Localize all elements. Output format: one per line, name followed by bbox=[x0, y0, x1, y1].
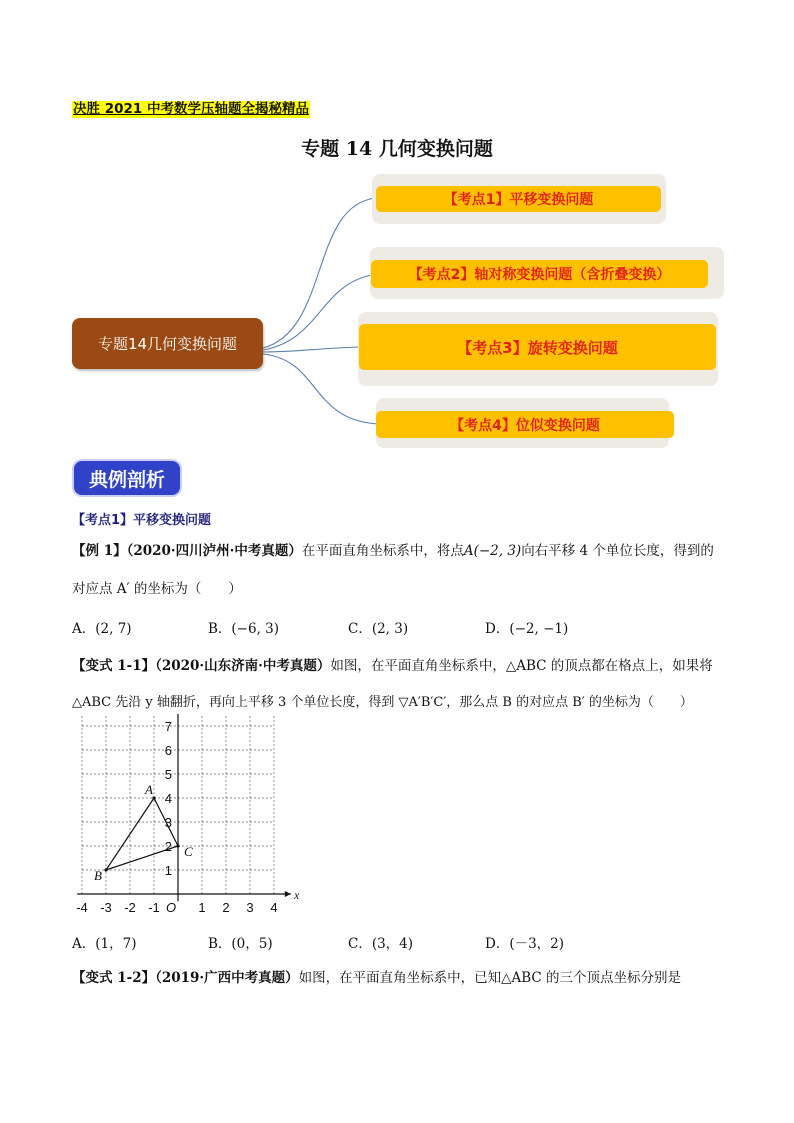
x-axis-arrow bbox=[285, 891, 291, 897]
variant-1-1-source: （2020·山东济南·中考真题） bbox=[155, 658, 331, 674]
x-tick-label: -1 bbox=[148, 900, 160, 915]
mindmap-node-3: 【考点3】旋转变换问题 bbox=[359, 324, 716, 370]
y-tick-label: 2 bbox=[164, 839, 172, 854]
x-tick-label: -2 bbox=[124, 900, 136, 915]
mindmap-node-2: 【考点2】轴对称变换问题（含折叠变换） bbox=[371, 260, 708, 288]
variant-1-1-line-2: △ABC 先沿 y 轴翻折，再向上平移 3 个单位长度，得到 ▽A′B′C′，那么点 B 的对应点 B′ 的坐标为（ ） bbox=[72, 695, 693, 710]
vertex-point bbox=[104, 868, 107, 871]
axes bbox=[77, 714, 291, 901]
coordinate-grid-figure bbox=[70, 714, 300, 924]
keypoint-heading: 【考点1】平移变换问题 bbox=[72, 513, 212, 528]
variant-1-1-line-1 bbox=[72, 656, 713, 676]
y-tick-label: 6 bbox=[164, 743, 172, 758]
vertex-label: A bbox=[145, 782, 153, 797]
variant-1-1-text: 如图，在平面直角坐标系中，△ABC 的顶点都在格点上，如果将 bbox=[330, 658, 713, 674]
variant-1-1-options bbox=[72, 932, 722, 952]
section-badge: 典例剖析 bbox=[74, 461, 180, 495]
x-tick-label: 4 bbox=[270, 900, 278, 915]
variant-1-1-option-d: D．(－3，2) bbox=[485, 936, 565, 952]
example-1-source: （2020·四川泸州·中考真题） bbox=[126, 543, 302, 559]
x-axis-label: x bbox=[294, 888, 300, 902]
x-tick-label: 1 bbox=[198, 900, 206, 915]
example-1-line-1 bbox=[72, 541, 714, 561]
x-tick-label: 2 bbox=[222, 900, 230, 915]
example-1-option-c: C．(2, 3) bbox=[348, 621, 409, 637]
y-tick-label: 5 bbox=[164, 767, 172, 782]
variant-1-2-line-1 bbox=[72, 968, 681, 988]
triangle-outline bbox=[106, 798, 178, 870]
example-1-option-d: D．(−2, −1) bbox=[485, 621, 569, 637]
variant-1-1-option-a: A．(1，7) bbox=[72, 936, 137, 952]
y-tick-label: 4 bbox=[164, 791, 172, 806]
variant-1-2-tag: 【变式 1-2】 bbox=[72, 970, 156, 986]
variant-1-1-tag: 【变式 1-1】 bbox=[72, 658, 156, 674]
vertex-label: C bbox=[184, 844, 193, 859]
x-tick-label: 3 bbox=[246, 900, 254, 915]
mindmap-node-1: 【考点1】平移变换问题 bbox=[376, 186, 661, 212]
mindmap-node-4: 【考点4】位似变换问题 bbox=[376, 411, 674, 438]
variant-1-2-source: （2019·广西中考真题） bbox=[155, 970, 299, 986]
x-tick-label: -3 bbox=[100, 900, 112, 915]
origin-label: O bbox=[165, 900, 177, 915]
example-1-point: A(−2, 3) bbox=[463, 543, 522, 559]
vertex-point bbox=[176, 844, 179, 847]
page-title: 专题 14 几何变换问题 bbox=[301, 138, 493, 160]
y-tick-label: 1 bbox=[164, 863, 172, 878]
example-1-tag: 【例 1】 bbox=[72, 543, 127, 559]
example-1-option-a: A．(2, 7) bbox=[72, 621, 132, 637]
y-tick-label: 3 bbox=[164, 815, 172, 830]
example-1-text: 在平面直角坐标系中，将点 bbox=[301, 543, 464, 559]
variant-1-2-text: 如图，在平面直角坐标系中，已知△ABC 的三个顶点坐标分别是 bbox=[298, 970, 682, 986]
example-1-options bbox=[72, 617, 722, 637]
example-1-option-b: B．(−6, 3) bbox=[208, 621, 280, 637]
example-1-line-2: 对应点 A′ 的坐标为（ ） bbox=[72, 581, 242, 597]
vertex-label: B bbox=[94, 868, 102, 883]
axis-tick-labels bbox=[76, 714, 300, 915]
mindmap-center-node: 专题14几何变换问题 bbox=[72, 318, 263, 369]
x-tick-label: -4 bbox=[76, 900, 88, 915]
y-tick-label: 7 bbox=[164, 719, 172, 734]
variant-1-1-option-b: B．(0，5) bbox=[208, 936, 273, 952]
variant-1-1-option-c: C．(3，4) bbox=[348, 936, 414, 952]
header-tag: 决胜 2021 中考数学压轴题全揭秘精品 bbox=[73, 101, 309, 117]
example-1-text-2: 向右平移 4 个单位长度，得到的 bbox=[521, 543, 714, 559]
